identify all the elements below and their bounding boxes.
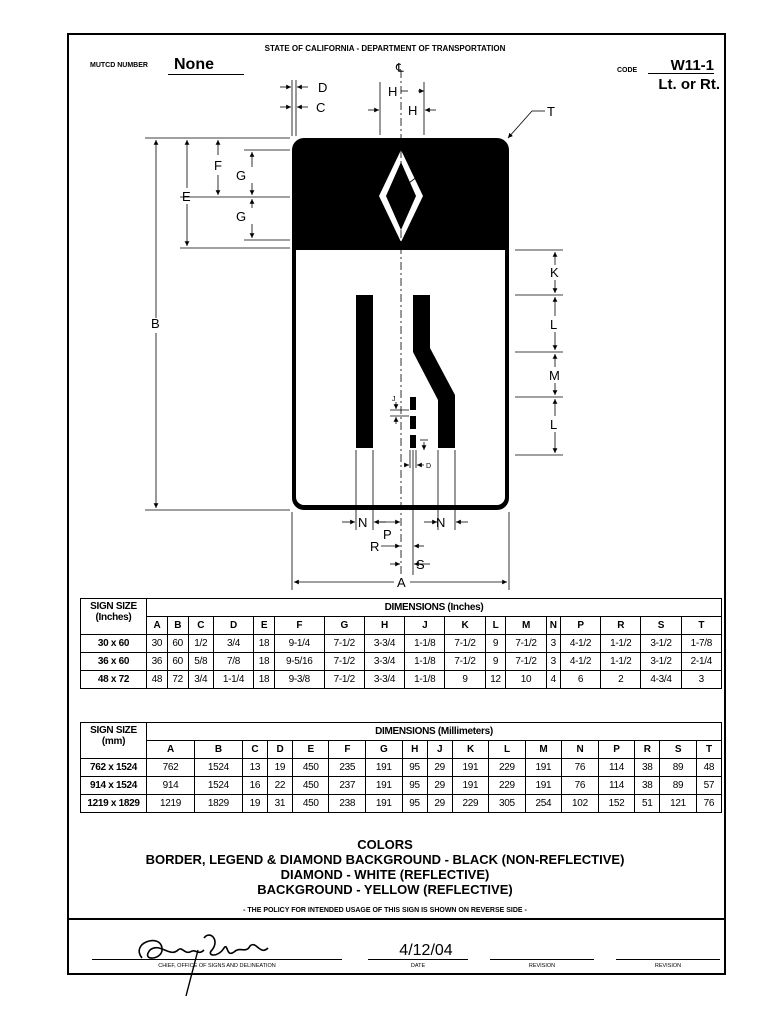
- mutcd-value: None: [168, 56, 244, 75]
- dimension-cell: 7-1/2: [324, 653, 364, 671]
- label-S: S: [416, 557, 425, 572]
- mm-table: [80, 722, 722, 813]
- dimension-cell: 95: [402, 795, 427, 813]
- dimension-cell: 51: [635, 795, 660, 813]
- dimension-cell: 18: [254, 653, 275, 671]
- dimension-cell: 3/4: [188, 671, 213, 689]
- dimension-cell: 7-1/2: [324, 635, 364, 653]
- label-A: A: [397, 575, 406, 590]
- dimension-cell: 4: [546, 671, 560, 689]
- inches_table-col-L: L: [485, 617, 506, 635]
- dimension-cell: 29: [427, 777, 452, 795]
- dimension-cell: 1-1/8: [405, 635, 445, 653]
- mm_table-col-D: D: [267, 741, 292, 759]
- sign-size-cell: 1219 x 1829: [81, 795, 147, 813]
- dimension-cell: 229: [452, 795, 489, 813]
- dimension-cell: 191: [452, 759, 489, 777]
- label-K: K: [550, 265, 559, 280]
- dimension-cell: 89: [660, 777, 697, 795]
- dimension-cell: 7/8: [213, 653, 253, 671]
- mm_table-col-F: F: [329, 741, 366, 759]
- label-B: B: [151, 316, 160, 331]
- dimension-cell: 152: [598, 795, 635, 813]
- colors-line-3: BACKGROUND - YELLOW (REFLECTIVE): [257, 882, 513, 897]
- dimension-cell: 95: [402, 759, 427, 777]
- dimension-cell: 7-1/2: [506, 635, 546, 653]
- inches_table-col-D: D: [213, 617, 253, 635]
- dimension-cell: 9: [485, 653, 506, 671]
- dimension-cell: 36: [147, 653, 168, 671]
- revision-line-2: [616, 959, 720, 960]
- revision-line-1: [490, 959, 594, 960]
- mm_table-col-S: S: [660, 741, 697, 759]
- dimension-cell: 450: [292, 777, 329, 795]
- dimension-cell: 3-3/4: [364, 653, 404, 671]
- dimension-cell: 48: [147, 671, 168, 689]
- signer-title: CHIEF, OFFICE OF SIGNS AND DELINEATION: [158, 963, 276, 969]
- dimension-cell: 191: [366, 759, 403, 777]
- table-row: [81, 759, 722, 777]
- dimension-cell: 95: [402, 777, 427, 795]
- colors-line-1: BORDER, LEGEND & DIAMOND BACKGROUND - BLACK (NON-REFLECTIVE): [145, 852, 625, 867]
- dimension-cell: 1/2: [188, 635, 213, 653]
- inches_table-col-K: K: [445, 617, 485, 635]
- mm_table-col-B: B: [194, 741, 242, 759]
- inches_table-col-P: P: [560, 617, 600, 635]
- dimension-cell: 10: [506, 671, 546, 689]
- dimension-cell: 19: [242, 795, 267, 813]
- dimension-cell: 31: [267, 795, 292, 813]
- mm_table-col-T: T: [696, 741, 721, 759]
- dimension-cell: 9-3/8: [274, 671, 324, 689]
- dimension-cell: 29: [427, 795, 452, 813]
- table-row: [81, 777, 722, 795]
- label-N-right: N: [436, 515, 446, 530]
- dimension-cell: 3/4: [213, 635, 253, 653]
- dimension-cell: 16: [242, 777, 267, 795]
- dimension-cell: 89: [660, 759, 697, 777]
- label-L-lower: L: [550, 417, 558, 432]
- dimension-cell: 235: [329, 759, 366, 777]
- dimension-cell: 9-5/16: [274, 653, 324, 671]
- sign-body: [292, 138, 509, 510]
- label-C: C: [316, 100, 326, 115]
- dimension-cell: 1-1/2: [601, 635, 641, 653]
- mm-column-headers: [81, 741, 722, 759]
- inches_table-col-S: S: [641, 617, 681, 635]
- table-row: [81, 635, 722, 653]
- inches-table: [80, 598, 722, 689]
- colors-heading: COLORS: [357, 837, 413, 852]
- date-label: DATE: [410, 963, 426, 969]
- signature-divider: [67, 918, 726, 920]
- dimension-cell: 3-1/2: [641, 653, 681, 671]
- inches-column-headers: [81, 617, 722, 635]
- dimension-cell: 57: [696, 777, 721, 795]
- dimension-cell: 60: [167, 653, 188, 671]
- dimension-cell: 76: [562, 759, 599, 777]
- policy-note: - THE POLICY FOR INTENDED USAGE OF THIS SIGN IS SHOWN ON REVERSE SIDE -: [243, 907, 527, 914]
- dimension-cell: 3: [546, 635, 560, 653]
- dimension-cell: 22: [267, 777, 292, 795]
- label-J-small: J: [392, 396, 396, 403]
- centerline-symbol: ℄: [396, 61, 404, 75]
- inches-title: DIMENSIONS (Inches): [147, 599, 722, 617]
- dimension-cell: 1-1/2: [601, 653, 641, 671]
- inches_table-col-J: J: [405, 617, 445, 635]
- mm_table-col-A: A: [147, 741, 195, 759]
- dimension-cell: 121: [660, 795, 697, 813]
- inches_table-col-R: R: [601, 617, 641, 635]
- label-L-upper: L: [550, 317, 558, 332]
- table-row: [81, 795, 722, 813]
- mm_table-col-K: K: [452, 741, 489, 759]
- sign-size-cell: 762 x 1524: [81, 759, 147, 777]
- dimension-cell: 7-1/2: [324, 671, 364, 689]
- mm-title: DIMENSIONS (Millimeters): [147, 723, 722, 741]
- dimension-cell: 238: [329, 795, 366, 813]
- dimension-cell: 38: [635, 759, 660, 777]
- mm_table-col-R: R: [635, 741, 660, 759]
- sign-size-cell: 36 x 60: [81, 653, 147, 671]
- dimension-cell: 305: [489, 795, 526, 813]
- mm_table-col-P: P: [598, 741, 635, 759]
- dimension-cell: 102: [562, 795, 599, 813]
- dimension-cell: 18: [254, 671, 275, 689]
- dimension-cell: 114: [598, 759, 635, 777]
- agency-header: STATE OF CALIFORNIA - DEPARTMENT OF TRANSPORTATION: [264, 44, 506, 53]
- dimension-cell: 3-1/2: [641, 635, 681, 653]
- label-N-left: N: [358, 515, 368, 530]
- dimension-cell: 191: [366, 795, 403, 813]
- dimension-cell: 38: [635, 777, 660, 795]
- dimension-cell: 4-1/2: [560, 653, 600, 671]
- inches_table-col-C: C: [188, 617, 213, 635]
- code-value: W11-1: [648, 58, 714, 74]
- dimension-cell: 191: [366, 777, 403, 795]
- dimension-cell: 76: [562, 777, 599, 795]
- dimension-cell: 9: [445, 671, 485, 689]
- colors-line-2: DIAMOND - WHITE (REFLECTIVE): [280, 867, 490, 882]
- label-D: D: [318, 80, 328, 95]
- inches_table-col-B: B: [167, 617, 188, 635]
- mm_table-col-N: N: [562, 741, 599, 759]
- dimension-cell: 5/8: [188, 653, 213, 671]
- dimension-cell: 18: [254, 635, 275, 653]
- label-P: P: [383, 527, 392, 542]
- inches-size-header: SIGN SIZE (Inches): [81, 599, 147, 635]
- label-J: J: [432, 158, 439, 173]
- dimension-cell: 1524: [194, 777, 242, 795]
- dimension-cell: 1-1/4: [213, 671, 253, 689]
- code-sub: Lt. or Rt.: [658, 76, 720, 93]
- dimension-cell: 1219: [147, 795, 195, 813]
- dimension-cell: 76: [696, 795, 721, 813]
- dimension-cell: 12: [485, 671, 506, 689]
- dimension-cell: 4-3/4: [641, 671, 681, 689]
- dimension-cell: 3-3/4: [364, 671, 404, 689]
- label-G-lower: G: [236, 209, 247, 224]
- mm_table-col-L: L: [489, 741, 526, 759]
- dimension-cell: 3-3/4: [364, 635, 404, 653]
- label-R: R: [370, 539, 380, 554]
- sign-size-cell: 914 x 1524: [81, 777, 147, 795]
- label-E: E: [182, 189, 191, 204]
- dimension-cell: 7-1/2: [445, 635, 485, 653]
- dimension-cell: 229: [489, 759, 526, 777]
- dimension-cell: 3: [681, 671, 721, 689]
- dimension-cell: 237: [329, 777, 366, 795]
- date-value: 4/12/04: [399, 942, 453, 959]
- dimension-cell: 4-1/2: [560, 635, 600, 653]
- dimension-cell: 2: [601, 671, 641, 689]
- dimension-cell: 13: [242, 759, 267, 777]
- mm_table-col-C: C: [242, 741, 267, 759]
- mm_table-col-J: J: [427, 741, 452, 759]
- dimension-cell: 30: [147, 635, 168, 653]
- dimension-cell: 450: [292, 795, 329, 813]
- inches_table-col-E: E: [254, 617, 275, 635]
- dimension-cell: 72: [167, 671, 188, 689]
- dimension-cell: 48: [696, 759, 721, 777]
- dimension-cell: 60: [167, 635, 188, 653]
- dimension-cell: 191: [452, 777, 489, 795]
- inches_table-col-A: A: [147, 617, 168, 635]
- inches_table-col-N: N: [546, 617, 560, 635]
- sign-size-cell: 30 x 60: [81, 635, 147, 653]
- mm-size-header: SIGN SIZE (mm): [81, 723, 147, 759]
- dimension-cell: 1-1/8: [405, 671, 445, 689]
- inches_table-col-G: G: [324, 617, 364, 635]
- dimension-cell: 3: [546, 653, 560, 671]
- dimension-cell: 29: [427, 759, 452, 777]
- dimension-cell: 254: [525, 795, 562, 813]
- dimension-cell: 9: [485, 635, 506, 653]
- dimension-cell: 1524: [194, 759, 242, 777]
- sign-size-cell: 48 x 72: [81, 671, 147, 689]
- mm_table-col-G: G: [366, 741, 403, 759]
- label-D-small: D: [426, 463, 432, 470]
- dimension-cell: 7-1/2: [506, 653, 546, 671]
- inches_table-col-F: F: [274, 617, 324, 635]
- label-H-lower: H: [408, 103, 418, 118]
- dimension-cell: 762: [147, 759, 195, 777]
- dimension-cell: 19: [267, 759, 292, 777]
- dimension-cell: 191: [525, 759, 562, 777]
- mm_table-col-H: H: [402, 741, 427, 759]
- label-M: M: [549, 368, 560, 383]
- inches_table-col-H: H: [364, 617, 404, 635]
- dimension-cell: 229: [489, 777, 526, 795]
- dimension-cell: 9-1/4: [274, 635, 324, 653]
- dimension-cell: 914: [147, 777, 195, 795]
- mm_table-col-M: M: [525, 741, 562, 759]
- dimension-cell: 2-1/4: [681, 653, 721, 671]
- revision-label-1: REVISION: [528, 963, 556, 969]
- dimension-cell: 7-1/2: [445, 653, 485, 671]
- signature-line: [92, 959, 342, 960]
- label-F: F: [214, 158, 222, 173]
- inches_table-col-T: T: [681, 617, 721, 635]
- code-label: CODE: [617, 67, 638, 74]
- label-H-upper: H: [388, 84, 398, 99]
- dimension-cell: 1-7/8: [681, 635, 721, 653]
- mm_table-col-E: E: [292, 741, 329, 759]
- dimension-cell: 450: [292, 759, 329, 777]
- label-G-upper: G: [236, 168, 247, 183]
- dimension-cell: 191: [525, 777, 562, 795]
- dimension-cell: 1829: [194, 795, 242, 813]
- table-row: [81, 653, 722, 671]
- dimension-cell: 1-1/8: [405, 653, 445, 671]
- label-T: T: [547, 104, 555, 119]
- date-line: [368, 959, 468, 960]
- table-row: [81, 671, 722, 689]
- dimension-cell: 6: [560, 671, 600, 689]
- dimension-cell: 114: [598, 777, 635, 795]
- mutcd-label: MUTCD NUMBER: [90, 62, 148, 69]
- revision-label-2: REVISION: [654, 963, 682, 969]
- inches_table-col-M: M: [506, 617, 546, 635]
